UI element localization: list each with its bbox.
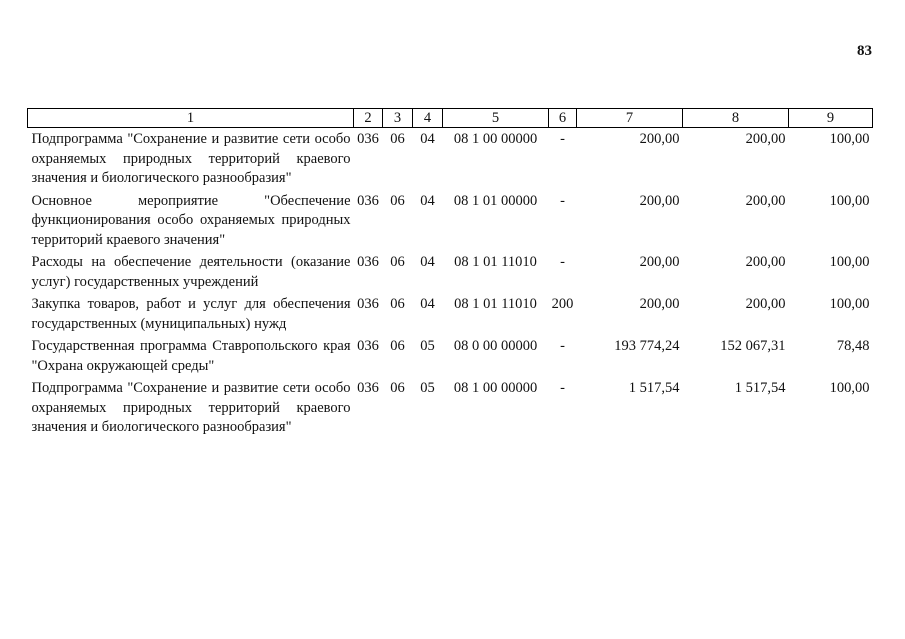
cell-amount-planned: 200,00 — [639, 254, 680, 270]
cell-percent: 100,00 — [829, 254, 870, 270]
table-row — [28, 295, 873, 337]
cell-percent: 100,00 — [829, 380, 870, 396]
cell-subsection: 04 — [420, 254, 435, 270]
cell-amount-executed: 152 067,31 — [720, 338, 786, 354]
column-header: 5 — [443, 109, 549, 128]
cell-amount-planned: 200,00 — [639, 192, 680, 209]
cell-amount-executed: 200,00 — [745, 192, 786, 209]
row-name: Подпрограмма "Сохранение и развитие сети особо охраняемых природных территорий краевого значения и биологического разнообразия" — [31, 131, 351, 186]
row-name: Государственная программа Ставропольского края "Охрана окружающей среды" — [31, 338, 351, 374]
cell-target-article: 08 1 01 00000 — [453, 192, 538, 209]
column-header: 1 — [28, 109, 354, 128]
cell-amount-executed: 200,00 — [745, 131, 786, 147]
cell-amount-planned: 200,00 — [639, 131, 680, 147]
cell-code: 036 — [357, 338, 379, 354]
cell-target-article: 08 1 00 00000 — [453, 380, 538, 396]
table-row — [28, 253, 873, 295]
cell-section: 06 — [390, 296, 405, 312]
cell-target-article: 08 0 00 00000 — [453, 338, 538, 354]
cell-expense-type: - — [560, 338, 565, 354]
cell-code: 036 — [357, 192, 379, 209]
cell-target-article: 08 1 01 11010 — [454, 254, 537, 270]
cell-section: 06 — [390, 380, 405, 396]
cell-amount-planned: 193 774,24 — [614, 338, 680, 354]
cell-amount-executed: 200,00 — [745, 254, 786, 270]
table-row — [28, 337, 873, 379]
cell-percent: 78,48 — [836, 338, 870, 354]
column-header: 2 — [354, 109, 383, 128]
column-header: 8 — [683, 109, 789, 128]
table-header-row — [28, 109, 873, 128]
cell-expense-type: - — [560, 254, 565, 270]
cell-target-article: 08 1 00 00000 — [453, 131, 538, 147]
table-row — [28, 128, 873, 192]
cell-amount-planned: 200,00 — [639, 296, 680, 312]
cell-subsection: 05 — [420, 380, 435, 396]
cell-code: 036 — [357, 296, 379, 312]
row-name: Закупка товаров, работ и услуг для обеспечения государственных (муниципальных) нужд — [31, 296, 351, 332]
cell-subsection: 04 — [420, 192, 435, 209]
cell-code: 036 — [357, 254, 379, 270]
page-number: 83 — [857, 43, 872, 59]
row-name: Основное мероприятие "Обеспечение функционирования особо охраняемых природных территорий краевого значения" — [31, 192, 351, 248]
cell-amount-planned: 1 517,54 — [628, 380, 680, 396]
cell-section: 06 — [390, 131, 405, 147]
column-header: 6 — [549, 109, 577, 128]
cell-subsection: 04 — [420, 131, 435, 147]
cell-amount-executed: 1 517,54 — [734, 380, 786, 396]
column-header: 3 — [383, 109, 413, 128]
cell-section: 06 — [390, 192, 405, 209]
budget-table — [27, 108, 873, 441]
cell-percent: 100,00 — [829, 131, 870, 147]
cell-amount-executed: 200,00 — [745, 296, 786, 312]
row-name: Подпрограмма "Сохранение и развитие сети особо охраняемых природных территорий краевого значения и биологического разнообразия" — [31, 380, 351, 435]
cell-expense-type: - — [560, 131, 565, 147]
table-row — [28, 192, 873, 254]
cell-subsection: 04 — [420, 296, 435, 312]
column-header: 7 — [577, 109, 683, 128]
cell-section: 06 — [390, 254, 405, 270]
cell-expense-type: 200 — [551, 296, 574, 312]
row-name: Расходы на обеспечение деятельности (оказание услуг) государственных учреждений — [31, 254, 351, 290]
column-header: 4 — [413, 109, 443, 128]
cell-section: 06 — [390, 338, 405, 354]
table-row — [28, 379, 873, 441]
cell-percent: 100,00 — [829, 296, 870, 312]
cell-expense-type: - — [560, 192, 565, 209]
cell-subsection: 05 — [420, 338, 435, 354]
cell-percent: 100,00 — [829, 192, 870, 209]
cell-target-article: 08 1 01 11010 — [454, 296, 537, 312]
cell-code: 036 — [357, 131, 379, 147]
cell-code: 036 — [357, 380, 379, 396]
cell-expense-type: - — [560, 380, 565, 396]
column-header: 9 — [789, 109, 873, 128]
